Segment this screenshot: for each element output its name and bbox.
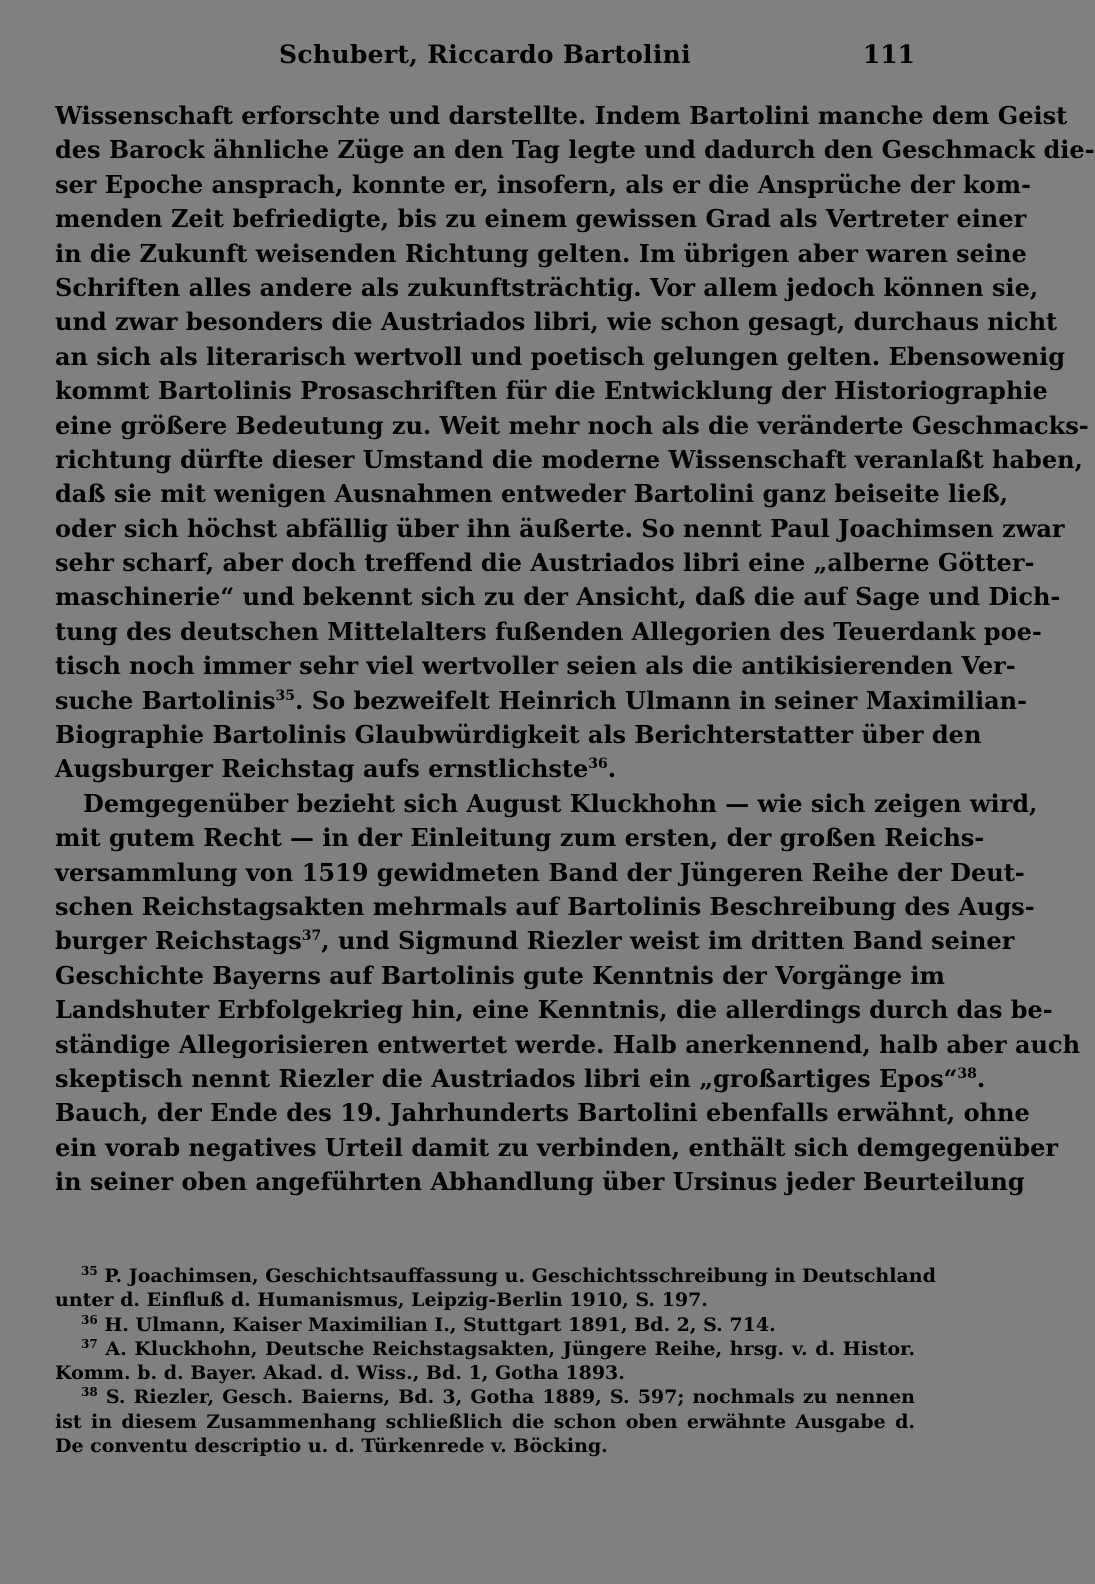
footnotes xyxy=(55,1264,936,1458)
footnote-37 xyxy=(55,1337,915,1361)
footnote-ref-35[interactable]: 35 xyxy=(275,687,296,704)
text-line: in die Zukunft weisenden Richtung gelten. Im übrigen aber waren seine xyxy=(55,238,1027,268)
footnote-line: Komm. b. d. Bayer. Akad. d. Wiss., Bd. 1, Gotha 1893. xyxy=(55,1362,625,1385)
text-line: Bauch, der Ende des 19. Jahrhunderts Bartolini ebenfalls erwähnt, ohne xyxy=(55,1098,1030,1128)
footnote-line: ist in diesem Zusammenhang schließlich die schon oben erwähnte Ausgabe d. xyxy=(55,1410,915,1433)
text-line: oder sich höchst abfällig über ihn äußerte. So nennt Paul Joachimsen zwar xyxy=(55,513,1065,543)
text-line: Landshuter Erbfolgekrieg hin, eine Kenntnis, die allerdings durch das be- xyxy=(55,995,1053,1025)
page-number: 111 xyxy=(862,40,915,69)
text-line: maschinerie“ und bekennt sich zu der Ansicht, daß die auf Sage und Dich- xyxy=(55,582,1061,612)
footnote-number: 36 xyxy=(81,1312,98,1327)
footnote-ref-36[interactable]: 36 xyxy=(588,756,608,773)
text-line: Demgegenüber bezieht sich August Kluckhohn — wie sich zeigen wird, xyxy=(83,788,1038,818)
text-span: . So bezweifelt Heinrich Ulmann in seiner Maximilian- xyxy=(295,685,1028,715)
text-line: richtung dürfte dieser Umstand die moderne Wissenschaft veranlaßt haben, xyxy=(55,444,1083,474)
text-span: burger Reichstags xyxy=(55,926,302,956)
text-line: Geschichte Bayerns auf Bartolinis gute Kenntnis der Vorgänge im xyxy=(55,960,945,990)
footnote-text: H. Ulmann, Kaiser Maximilian I., Stuttgart 1891, Bd. 2, S. 714. xyxy=(104,1313,776,1336)
text-line: sehr scharf, aber doch treffend die Austriados libri eine „alberne Götter- xyxy=(55,548,1035,578)
text-span: . xyxy=(607,754,617,784)
text-line: schen Reichstagsakten mehrmals auf Bartolinis Beschreibung des Augs- xyxy=(55,891,1035,921)
text-span: Augsburger Reichstag aufs ernstlichste xyxy=(55,754,589,784)
footnote-ref-37[interactable]: 37 xyxy=(301,928,322,945)
body-text xyxy=(55,99,1095,1200)
text-line: ein vorab negatives Urteil damit zu verbinden, enthält sich demgegenüber xyxy=(55,1132,1059,1162)
page-header xyxy=(55,40,915,80)
text-span: skeptisch nennt Riezler die Austriados libri ein „großartiges Epos“ xyxy=(55,1063,958,1093)
text-line: eine größere Bedeutung zu. Weit mehr noch als die veränderte Geschmacks- xyxy=(55,410,1089,440)
text-line: und zwar besonders die Austriados libri, wie schon gesagt, durchaus nicht xyxy=(55,307,1058,337)
text-line xyxy=(55,1062,986,1096)
text-line: in seiner oben angeführten Abhandlung über Ursinus jeder Beurteilung xyxy=(55,1167,1025,1197)
footnote-text: P. Joachimsen, Geschichtsauffassung u. Geschichtsschreibung in Deutschland xyxy=(104,1265,936,1287)
footnote-text: S. Riezler, Gesch. Baierns, Bd. 3, Gotha 1889, S. 597; nochmals zu nennen xyxy=(105,1386,915,1409)
text-line: menden Zeit befriedigte, bis zu einem gewissen Grad als Vertreter einer xyxy=(55,204,1027,234)
text-span: suche Bartolinis xyxy=(55,685,276,715)
footnote-line: De conventu descriptio u. d. Türkenrede v. Böcking. xyxy=(55,1435,608,1458)
text-line: kommt Bartolinis Prosaschriften für die Entwicklung der Historiographie xyxy=(55,376,1048,406)
text-line xyxy=(55,752,915,786)
text-line: tisch noch immer sehr viel wertvoller seien als die antikisierenden Ver- xyxy=(55,651,1016,681)
text-span: . xyxy=(976,1063,986,1093)
text-line: mit gutem Recht — in der Einleitung zum ersten, der großen Reichs- xyxy=(55,823,985,853)
text-line: Biographie Bartolinis Glaubwürdigkeit als Berichterstatter über den xyxy=(55,720,982,750)
footnote-35 xyxy=(55,1264,936,1288)
text-line: tung des deutschen Mittelalters fußenden Allegorien des Teuerdank poe- xyxy=(55,616,1042,646)
footnote-text: A. Kluckhohn, Deutsche Reichstagsakten, Jüngere Reihe, hrsg. v. d. Histor. xyxy=(105,1337,915,1360)
text-line: daß sie mit wenigen Ausnahmen entweder Bartolini ganz beiseite ließ, xyxy=(55,479,1009,509)
text-line: des Barock ähnliche Züge an den Tag legte und dadurch den Geschmack die- xyxy=(55,135,1095,165)
footnote-number: 37 xyxy=(81,1336,98,1351)
footnote-number: 38 xyxy=(81,1385,98,1400)
text-span: , und Sigmund Riezler weist im dritten Band seiner xyxy=(321,926,1015,956)
footnote-line: unter d. Einfluß d. Humanismus, Leipzig-Berlin 1910, S. 197. xyxy=(55,1289,708,1312)
text-line: ser Epoche ansprach, konnte er, insofern, als er die Ansprüche der kom- xyxy=(55,169,1031,199)
footnote-36 xyxy=(55,1313,915,1337)
text-line xyxy=(55,684,1028,718)
text-line: an sich als literarisch wertvoll und poetisch gelungen gelten. Ebensowenig xyxy=(55,341,1066,371)
text-line: Schriften alles andere als zukunftsträchtig. Vor allem jedoch können sie, xyxy=(55,272,1039,302)
text-line: ständige Allegorisieren entwertet werde. Halb anerkennend, halb aber auch xyxy=(55,1029,1081,1059)
running-head: Schubert, Riccardo Bartolini xyxy=(279,40,691,69)
footnote-ref-38[interactable]: 38 xyxy=(957,1065,977,1082)
footnote-number: 35 xyxy=(81,1264,98,1278)
text-line: versammlung von 1519 gewidmeten Band der Jüngeren Reihe der Deut- xyxy=(55,857,1025,887)
text-line: Wissenschaft erforschte und darstellte. Indem Bartolini manche dem Geist xyxy=(55,101,1068,130)
text-line xyxy=(55,924,1015,958)
footnote-38 xyxy=(55,1385,915,1409)
